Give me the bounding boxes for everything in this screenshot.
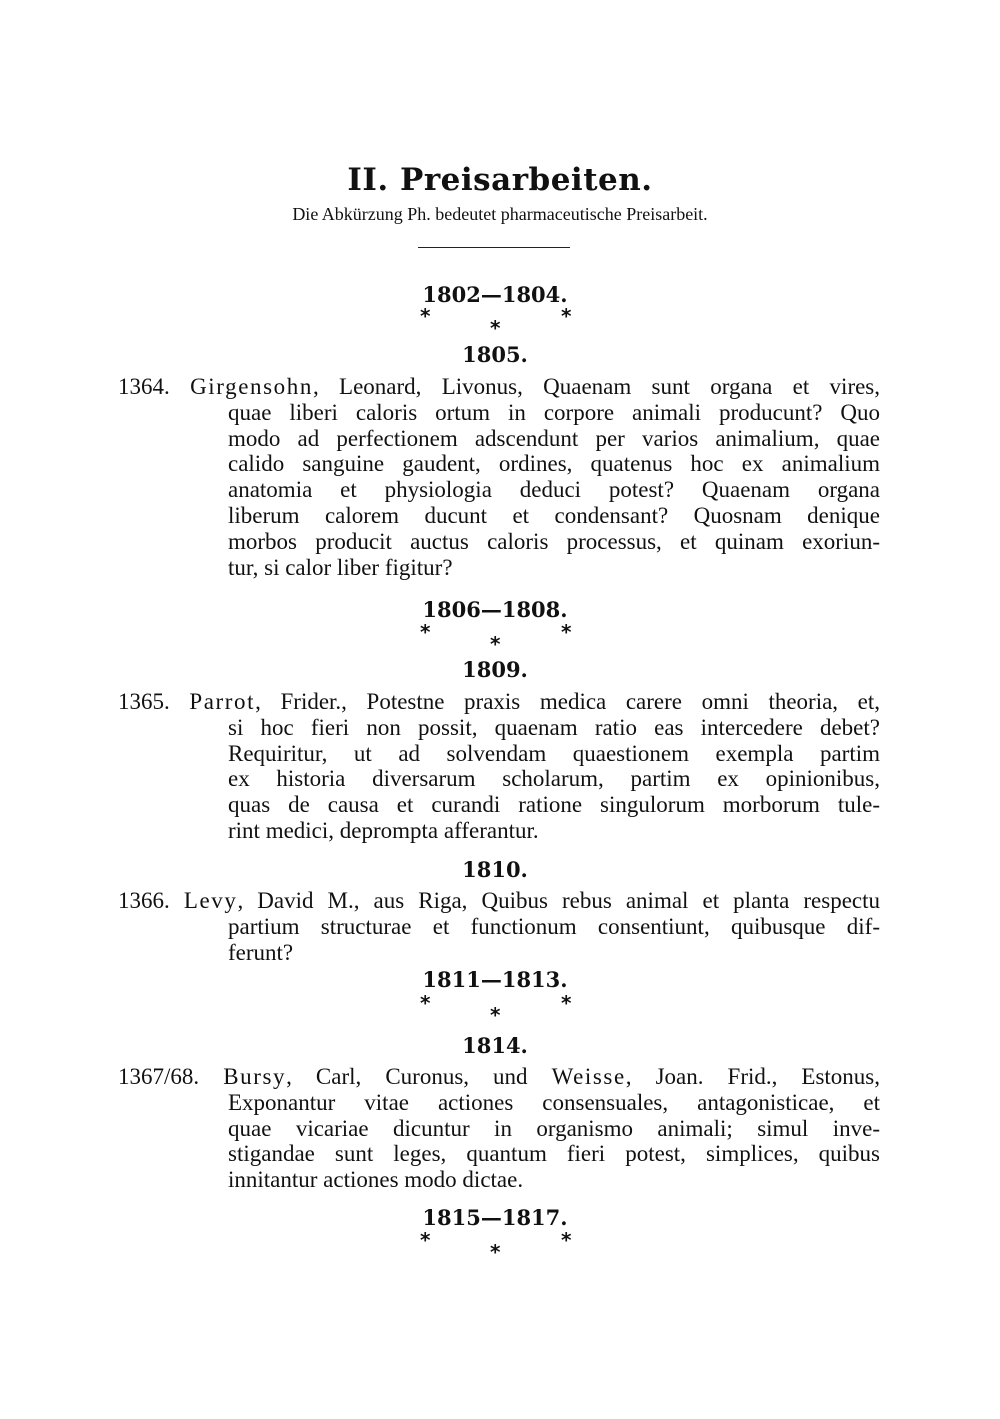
asterisk: * <box>420 304 431 328</box>
entry-line: Requiritur, ut ad solvendam quaestionem exempla partim <box>228 740 880 766</box>
entry-line: si hoc fieri non possit, quaenam ratio eas intercedere debet? <box>228 714 880 740</box>
entry-text: , Leonard, Livonus, Quaenam sunt organa et vires, <box>312 374 881 399</box>
author-name: Levy <box>183 888 238 913</box>
entry-number: 1364. <box>118 374 170 399</box>
entry-line: innitantur actiones modo dictae. <box>228 1167 524 1193</box>
entry-number: 1366. <box>118 888 170 913</box>
asterisk: * <box>420 620 431 644</box>
asterism <box>0 1230 1000 1270</box>
year-heading-1802-1804: 1802—1804. <box>422 282 568 307</box>
asterisk: * <box>420 991 431 1015</box>
year-heading-1806-1808: 1806—1808. <box>422 597 568 622</box>
asterisk: * <box>490 1003 501 1027</box>
entry-line: anatomia et physiologia deduci potest? Quaenam organa <box>228 477 880 503</box>
author-name: Bursy <box>223 1064 287 1089</box>
author-name: Parrot <box>189 689 256 714</box>
asterisk: * <box>561 991 572 1015</box>
entry-line: liberum calorem ducunt et condensant? Quosnam denique <box>228 502 880 528</box>
entry-text: , Frider., Potestne praxis medica carere omni theoria, et, <box>255 689 880 714</box>
entry-number: 1365. <box>118 689 170 714</box>
entry-line <box>118 374 880 400</box>
abbreviation-note: Die Abkürzung Ph. bedeutet pharmaceutische Preisarbeit. <box>292 204 708 224</box>
author-name: Girgensohn <box>190 374 313 399</box>
entry-text: , David M., aus Riga, Quibus rebus animal et planta respectu <box>237 888 881 913</box>
entry-line: quae vicariae dicuntur in organismo animali; simul inve- <box>228 1115 880 1141</box>
entry-line <box>118 689 880 715</box>
asterisk: * <box>420 1228 431 1252</box>
asterisk: * <box>490 632 501 656</box>
entry-line: rint medici, deprompta afferantur. <box>228 817 539 843</box>
entry-1366 <box>118 888 880 965</box>
entry-1367-68 <box>118 1064 880 1193</box>
asterism <box>0 622 1000 662</box>
entry-line: stigandae sunt leges, quantum fieri potest, simplices, quibus <box>228 1141 880 1167</box>
year-heading-1815-1817: 1815—1817. <box>422 1205 568 1230</box>
year-heading-1810: 1810. <box>462 857 528 882</box>
entry-1365 <box>118 689 880 844</box>
entry-text: , Carl, Curonus, und <box>286 1064 552 1089</box>
entry-line: partium structurae et functionum consentiunt, quibusque dif- <box>228 913 880 939</box>
asterisk: * <box>561 1228 572 1252</box>
asterism <box>0 993 1000 1033</box>
asterisk: * <box>561 304 572 328</box>
entry-line: Exponantur vitae actiones consensuales, antagonisticae, et <box>228 1089 880 1115</box>
entry-line: quas de causa et curandi ratione singulorum morborum tule- <box>228 792 880 818</box>
asterisk: * <box>490 316 501 340</box>
year-heading-1814: 1814. <box>462 1033 528 1058</box>
year-heading-1809: 1809. <box>462 657 528 682</box>
section-title: II. Preisarbeiten. <box>347 162 653 198</box>
entry-line: ex historia diversarum scholarum, partim ex opinionibus, <box>228 766 880 792</box>
year-heading-1811-1813: 1811—1813. <box>422 967 568 992</box>
author-name: Weisse <box>551 1064 626 1089</box>
asterism <box>0 306 1000 346</box>
entry-1364 <box>118 374 880 580</box>
asterisk: * <box>561 620 572 644</box>
entry-line: calido sanguine gaudent, ordines, quatenus hoc ex animalium <box>228 451 880 477</box>
asterisk: * <box>490 1240 501 1264</box>
entry-line: morbos producit auctus caloris processus, et quinam exoriun- <box>228 528 880 554</box>
divider-rule <box>418 247 570 248</box>
entry-line: tur, si calor liber figitur? <box>228 554 453 580</box>
entry-line: ferunt? <box>228 939 294 965</box>
entry-line: quae liberi caloris ortum in corpore animali producunt? Quo <box>228 399 880 425</box>
entry-number: 1367/68. <box>118 1064 200 1089</box>
entry-line <box>118 1064 880 1090</box>
entry-line: modo ad perfectionem adscendunt per varios animalium, quae <box>228 425 880 451</box>
entry-line <box>118 888 880 914</box>
entry-text: , Joan. Frid., Estonus, <box>625 1064 881 1089</box>
year-heading-1805: 1805. <box>462 342 528 367</box>
